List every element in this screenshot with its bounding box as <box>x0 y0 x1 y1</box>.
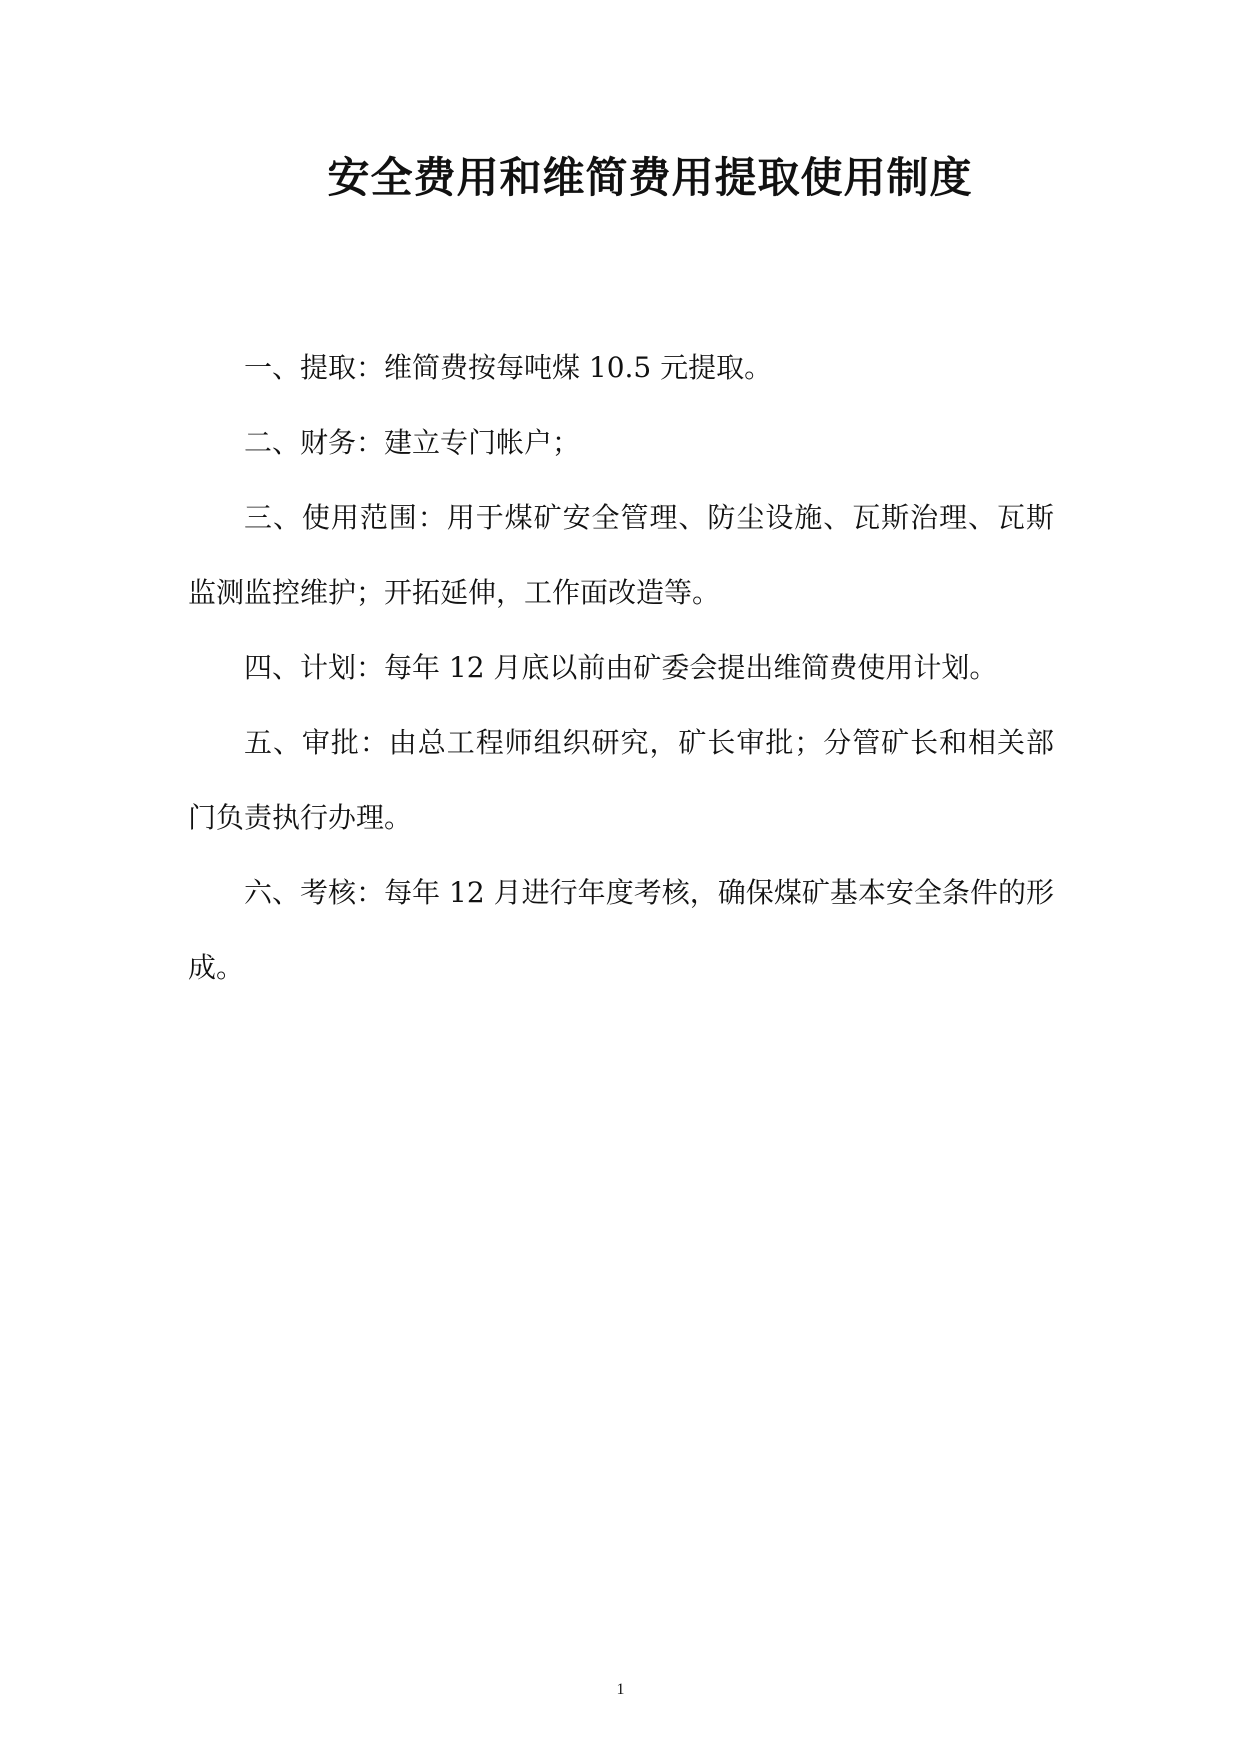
document-body <box>188 330 1054 1005</box>
paragraph-finance: 二、财务：建立专门帐户； <box>244 426 581 459</box>
paragraph-assessment: 六、考核：每年 12 月进行年度考核，确保煤矿基本安全条件的形成。 <box>188 876 1054 984</box>
document-title: 安全费用和维简费用提取使用制度 <box>327 153 973 202</box>
paragraph-approval: 五、审批：由总工程师组织研究，矿长审批；分管矿长和相关部门负责执行办理。 <box>188 726 1054 834</box>
page-number: 1 <box>616 1681 625 1698</box>
paragraph-scope: 三、使用范围：用于煤矿安全管理、防尘设施、瓦斯治理、瓦斯监测监控维护；开拓延伸，工作面改造等。 <box>188 501 1054 609</box>
paragraph-plan: 四、计划：每年 12 月底以前由矿委会提出维简费使用计划。 <box>244 651 998 684</box>
paragraph-extraction: 一、提取：维简费按每吨煤 10.5 元提取。 <box>244 351 773 384</box>
